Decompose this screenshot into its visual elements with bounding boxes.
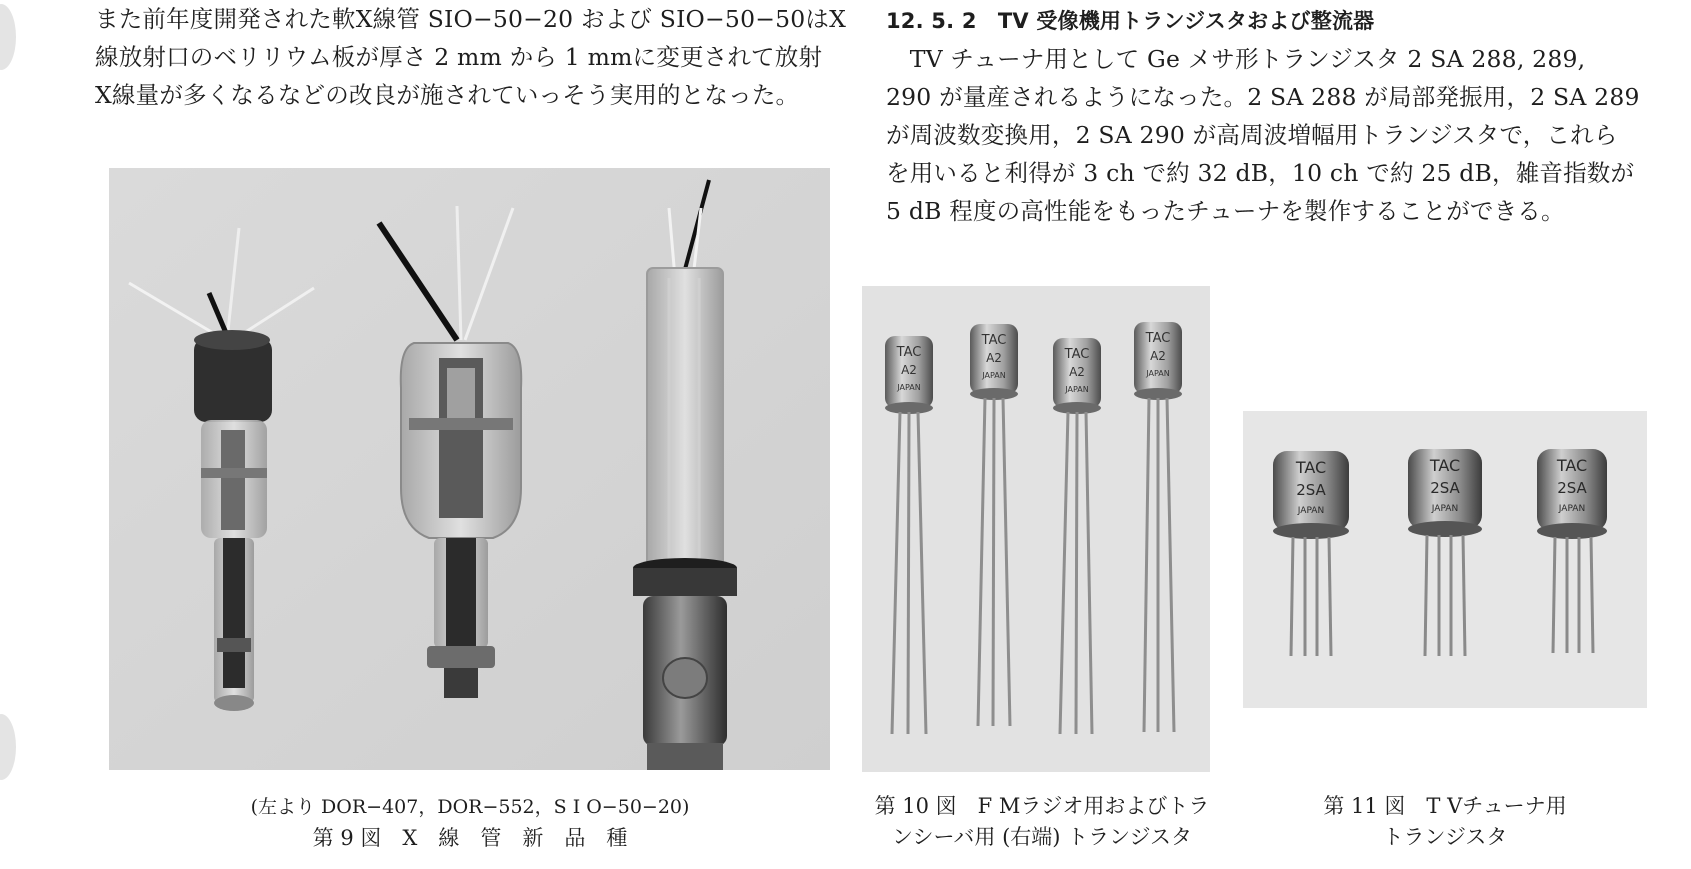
- can-marking: 2SA: [1296, 481, 1326, 499]
- left-column-paragraph: [95, 0, 846, 114]
- margin-mark-top: [0, 4, 16, 70]
- figure-9-subcaption: (左より DOR−407，DOR−552，S I O−50−20): [250, 796, 690, 818]
- can-marking: TAC: [1145, 331, 1171, 346]
- figure-9-caption: [230, 792, 710, 854]
- right-column-section: [886, 2, 1640, 230]
- can-marking: JAPAN: [1065, 385, 1089, 394]
- paragraph-line: が周波数変換用，2 SA 290 が高周波増幅用トランジスタで，これら: [886, 121, 1618, 149]
- figure-11-caption-line-2: トランジスタ: [1382, 825, 1508, 849]
- figure-10-caption-line-2: ンシーバ用 (右端) トランジスタ: [891, 825, 1192, 849]
- can-marking: A2: [1069, 365, 1085, 379]
- figure-10-fm-transistors-photo: [862, 286, 1210, 772]
- can-marking: 2SA: [1430, 479, 1460, 497]
- figure-11-tv-transistors-photo: [1243, 411, 1647, 708]
- paragraph-line: 5 dB 程度の高性能をもったチューナを製作することができる。: [886, 197, 1565, 225]
- can-marking: JAPAN: [1297, 506, 1325, 516]
- paragraph-line: TV チューナ用として Ge メサ形トランジスタ 2 SA 288, 289,: [886, 45, 1586, 73]
- figure-10-caption: [842, 791, 1242, 853]
- can-marking: TAC: [1556, 456, 1588, 475]
- figure-10-caption-line-1: 第 10 図 F Mラジオ用およびトラ: [874, 794, 1210, 818]
- can-marking: TAC: [981, 333, 1007, 348]
- can-marking: JAPAN: [982, 371, 1006, 380]
- can-marking: A2: [901, 363, 917, 377]
- paragraph-line: また前年度開発された軟X線管 SIO−50−20 および SIO−50−50はX: [95, 5, 847, 33]
- paragraph-line: 290 が量産されるようになった。2 SA 288 が局部発振用，2 SA 289: [886, 83, 1640, 111]
- can-marking: TAC: [1064, 347, 1090, 362]
- paragraph-line: を用いると利得が 3 ch で約 32 dB，10 ch で約 25 dB，雑音指数が: [886, 159, 1635, 187]
- figure-11-caption-line-1: 第 11 図 T Vチューナ用: [1323, 794, 1567, 818]
- can-marking: TAC: [1295, 458, 1327, 477]
- can-marking: JAPAN: [1431, 504, 1459, 514]
- figure-11-caption: [1265, 791, 1625, 853]
- section-heading: 12. 5. 2 TV 受像機用トランジスタおよび整流器: [886, 9, 1375, 33]
- paragraph-line: 線放射口のベリリウム板が厚さ 2 mm から 1 mmに変更されて放射: [95, 43, 823, 71]
- figure-9-xray-tubes-photo: [109, 168, 830, 770]
- figure-9-title: 第 9 図 X 線 管 新 品 種: [312, 826, 628, 850]
- can-marking: A2: [1150, 349, 1166, 363]
- can-marking: JAPAN: [1146, 369, 1170, 378]
- can-marking: JAPAN: [897, 383, 921, 392]
- can-marking: TAC: [1429, 456, 1461, 475]
- paragraph-line: X線量が多くなるなどの改良が施されていっそう実用的となった。: [95, 81, 800, 109]
- can-marking: TAC: [896, 345, 922, 360]
- can-marking: A2: [986, 351, 1002, 365]
- margin-mark-bottom: [0, 714, 16, 780]
- can-marking: 2SA: [1557, 479, 1587, 497]
- can-marking: JAPAN: [1558, 504, 1586, 514]
